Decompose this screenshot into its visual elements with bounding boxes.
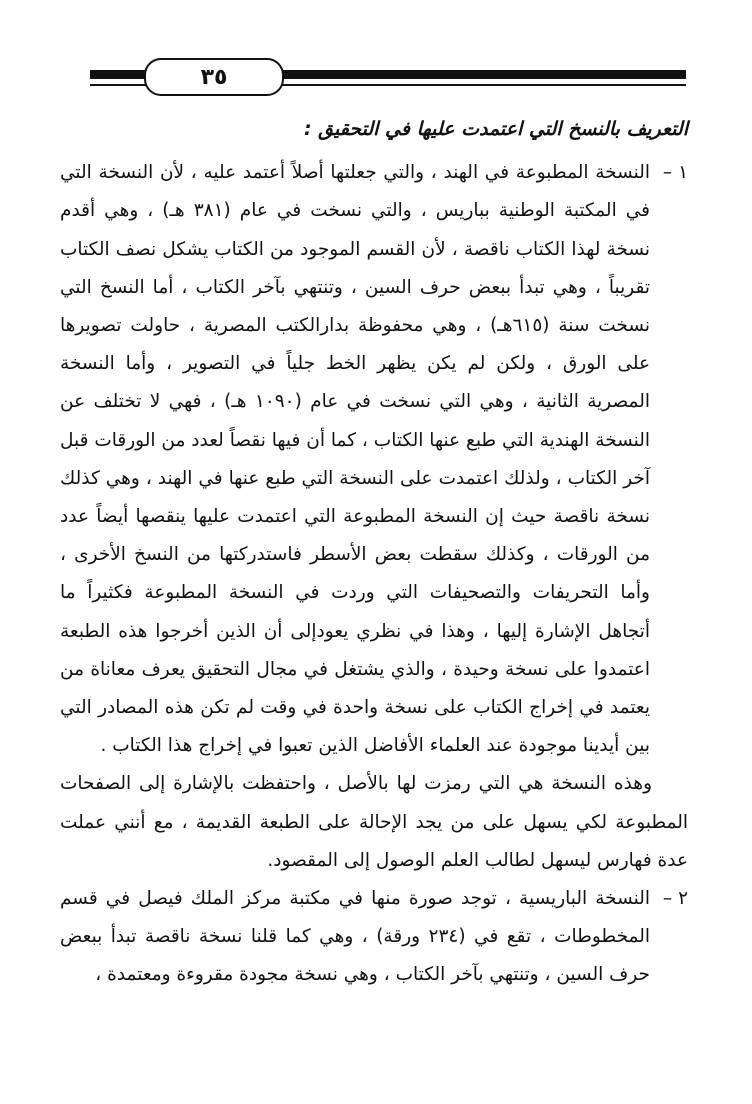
list-item-number: ٢ – — [662, 888, 688, 910]
list-item-number: ١ – — [662, 162, 688, 184]
list-item — [60, 154, 688, 765]
page-header — [90, 58, 686, 98]
section-heading: التعريف بالنسخ التي اعتمدت عليها في التحقيق : — [303, 118, 688, 140]
list-item-text: النسخة المطبوعة في الهند ، والتي جعلتها أصلاً أعتمد عليه ، لأن النسخة التي في المكتبة الوطنية بباريس ، والتي نسخت في عام (٣٨١ هـ) ، وهي أقدم نسخة لهذا الكتاب ناقصة ، لأن القسم الموجود من الكتاب يشكل نصف الكتاب تقريباً ، وهي تبدأ ببعض حرف السين ، وتنتهي بآخر الكتاب ، أما النسخ التي نسخت سنة (٦١٥هـ) ، وهي محفوظة بدارالكتب المصرية ، حاولت تصويرها على الورق ، ولكن لم يكن يظهر الخط جلياً في التصوير ، وأما النسخة المصرية الثانية ، وهي التي نسخت في عام (١٠٩٠ هـ) ، فهي لا تختلف عن النسخة الهندية التي طبع عنها الكتاب ، كما أن فيها نقصاً لعدد من الورقات قبل آخر الكتاب ، ولذلك اعتمدت على النسخة التي طبع عنها في الهند ، وهي كذلك نسخة ناقصة حيث إن النسخة المطبوعة التي اعتمدت عليها ينقصها أيضاً عدد من الورقات ، وكذلك سقطت بعض الأسطر فاستدركتها من النسخ الأخرى ، وأما التحريفات والتصحيفات التي وردت في النسخة المطبوعة فكثيراً ما أتجاهل الإشارة إليها ، وهذا في نظري يعودإلى أن الذين أخرجوا هذه الطبعة اعتمدوا على نسخة وحيدة ، والذي يشتغل في مجال التحقيق يعرف معاناة من يعتمد في إخراج الكتاب على نسخة واحدة في وقت لم تكن هذه المصادر التي بين أيدينا موجودة عند العلماء الأفاضل الذين تعبوا في إخراج هذا الكتاب . — [60, 162, 651, 757]
list-item-text: النسخة الباريسية ، توجد صورة منها في مكتبة مركز الملك فيصل في قسم المخطوطات ، تقع في (٢٣٤ ورقة) ، وهي كما قلنا نسخة ناقصة تبدأ ببعض حرف السين ، وتنتهي بآخر الكتاب ، وهي نسخة مجودة مقروءة ومعتمدة ، — [60, 888, 650, 986]
page-number: ٣٥ — [144, 58, 284, 96]
list-item — [60, 880, 688, 995]
body-paragraph: وهذه النسخة هي التي رمزت لها بالأصل ، واحتفظت بالإشارة إلى الصفحات المطبوعة لكي يسهل على من يجد الإحالة على الطبعة القديمة ، مع أنني عملت عدة فهارس ليسهل لطالب العلم الوصول إلى المقصود. — [60, 773, 688, 871]
page-body — [60, 110, 688, 995]
